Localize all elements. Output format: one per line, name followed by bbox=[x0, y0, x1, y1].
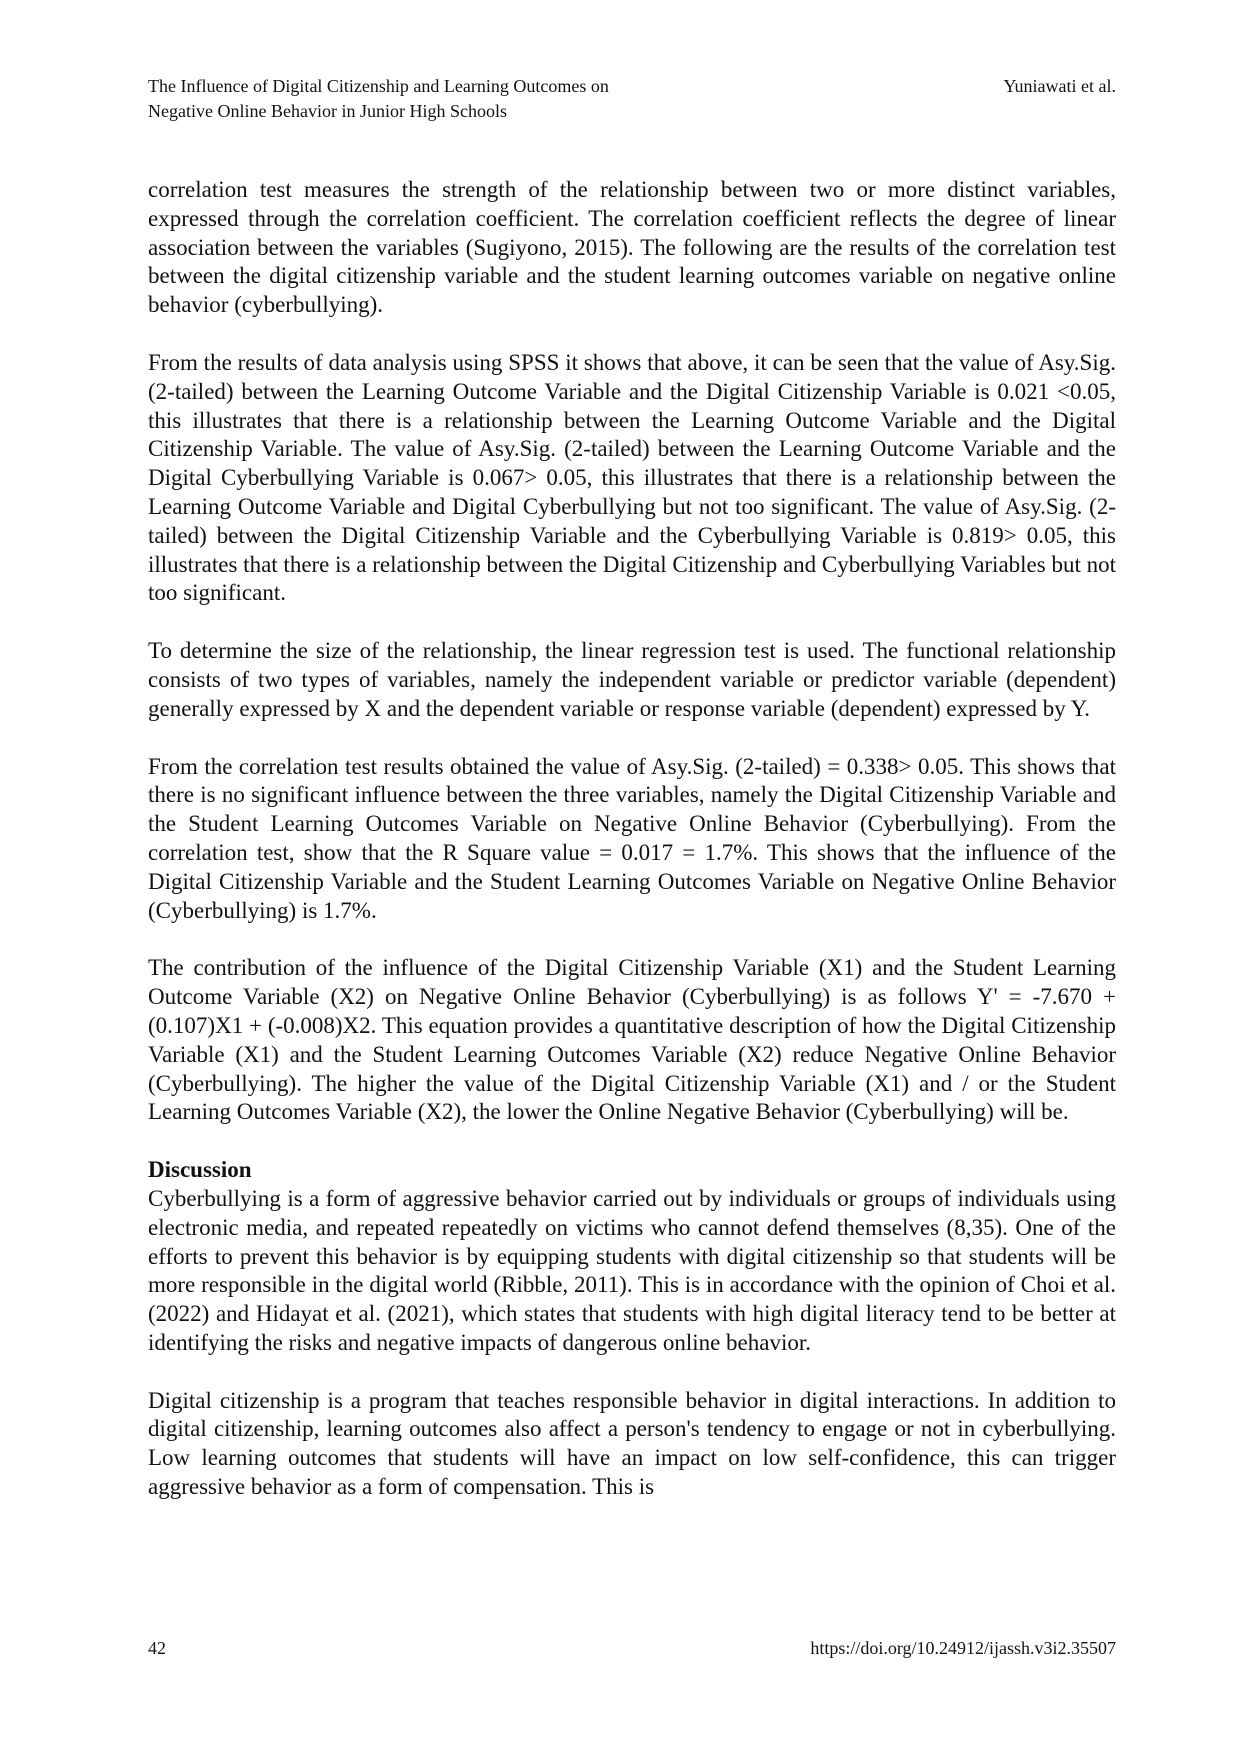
running-title-line-2: Negative Online Behavior in Junior High Schools bbox=[148, 101, 507, 121]
paragraph-discussion-1: Cyberbullying is a form of aggressive behavior carried out by individuals or groups of individuals using electronic media, and repeated repeatedly on victims who cannot defend themselves (8,35). One of the efforts to prevent this behavior is by equipping students with digital citizenship so that students will be more responsible in the digital world (Ribble, 2011). This is in accordance with the opinion of Choi et al. (2022) and Hidayat et al. (2021), which states that students with high digital literacy tend to be better at identifying the risks and negative impacts of dangerous online behavior. bbox=[148, 1185, 1116, 1355]
paragraph-r-square: From the correlation test results obtained the value of Asy.Sig. (2-tailed) = 0.338> 0.05. This shows that there is no significant influence between the three variables, namely the Digital Citizenship Variable and the Student Learning Outcomes Variable on Negative Online Behavior (Cyberbullying). From the correlation test, show that the R Square value = 0.017 = 1.7%. This shows that the influence of the Digital Citizenship Variable and the Student Learning Outcomes Variable on Negative Online Behavior (Cyberbullying) is 1.7%. bbox=[148, 753, 1116, 923]
running-title bbox=[148, 74, 788, 124]
doi-link[interactable]: https://doi.org/10.24912/ijassh.v3i2.35507 bbox=[810, 1638, 1116, 1658]
paragraph-spss-results: From the results of data analysis using SPSS it shows that above, it can be seen that the value of Asy.Sig. (2-tailed) between the Learning Outcome Variable and the Digital Citizenship Variable is 0.021 <0.05, this illustrates that there is a relationship between the Learning Outcome Variable and the Digital Citizenship Variable. The value of Asy.Sig. (2-tailed) between the Learning Outcome Variable and the Digital Cyberbullying Variable is 0.067> 0.05, this illustrates that there is a relationship between the Learning Outcome Variable and Digital Cyberbullying but not too significant. The value of Asy.Sig. (2-tailed) between the Digital Citizenship Variable and the Cyberbullying Variable is 0.819> 0.05, this illustrates that there is a relationship between the Digital Citizenship and Cyberbullying Variables but not too significant. bbox=[148, 349, 1116, 606]
running-authors: Yuniawati et al. bbox=[1003, 76, 1116, 96]
section-heading-discussion: Discussion bbox=[148, 1157, 252, 1183]
paragraph-regression-equation: The contribution of the influence of the Digital Citizenship Variable (X1) and the Student Learning Outcome Variable (X2) on Negative Online Behavior (Cyberbullying) is as follows Y' = -7.670 + (0.107)X1 + (-0.008)X2. This equation provides a quantitative description of how the Digital Citizenship Variable (X1) and the Student Learning Outcomes Variable (X2) reduce Negative Online Behavior (Cyberbullying). The higher the value of the Digital Citizenship Variable (X1) and / or the Student Learning Outcomes Variable (X2), the lower the Online Negative Behavior (Cyberbullying) will be. bbox=[148, 955, 1116, 1125]
paragraph-correlation-intro: correlation test measures the strength of the relationship between two or more distinct variables, expressed through the correlation coefficient. The correlation coefficient reflects the degree of linear association between the variables (Sugiyono, 2015). The following are the results of the correlation test between the digital citizenship variable and the student learning outcomes variable on negative online behavior (cyberbullying). bbox=[148, 177, 1116, 318]
body-text bbox=[148, 176, 1116, 1502]
running-title-line-1: The Influence of Digital Citizenship and Learning Outcomes on bbox=[148, 76, 609, 96]
paragraph-regression-intro: To determine the size of the relationship, the linear regression test is used. The functional relationship consists of two types of variables, namely the independent variable or predictor variable (dependent) generally expressed by X and the dependent variable or response variable (dependent) expressed by Y. bbox=[148, 638, 1116, 721]
paragraph-discussion-2: Digital citizenship is a program that teaches responsible behavior in digital interactions. In addition to digital citizenship, learning outcomes also affect a person's tendency to engage or not in cyberbullying. Low learning outcomes that students will have an impact on low self-confidence, this can trigger aggressive behavior as a form of compensation. This is bbox=[148, 1387, 1116, 1500]
page-number: 42 bbox=[148, 1638, 166, 1658]
